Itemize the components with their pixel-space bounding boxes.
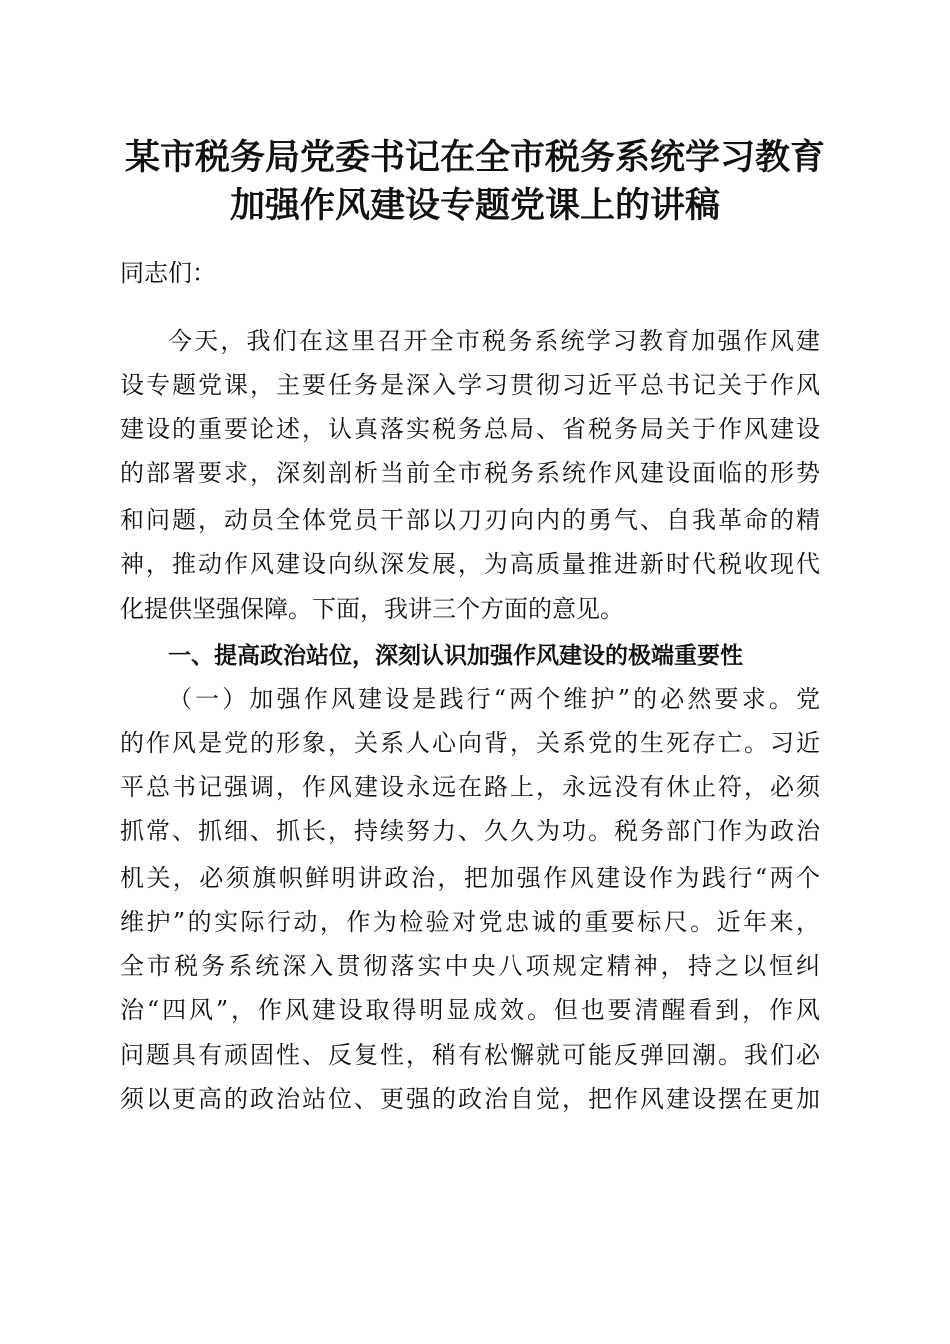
paragraph-2-line: 平总书记强调，作风建设永远在路上，永远没有休止符，必须 [120,773,820,801]
paragraph-1-line: 神，推动作风建设向纵深发展，为高质量推进新时代税收现代 [120,550,820,578]
document-title-line-2: 加强作风建设专题党课上的讲稿 [229,185,720,226]
paragraph-1-line: 的部署要求，深刻剖析当前全市税务系统作风建设面临的形势 [120,459,820,487]
paragraph-2-line: 维护”的实际行动，作为检验对党忠诚的重要标尺。近年来， [120,908,820,936]
paragraph-1-line: 化提供坚强保障。下面，我讲三个方面的意见。 [120,595,624,623]
paragraph-2-line: 机关，必须旗帜鲜明讲政治，把加强作风建设作为践行“两个 [120,864,820,892]
paragraph-1-line: 和问题，动员全体党员干部以刀刃向内的勇气、自我革命的精 [120,506,820,534]
paragraph-2-line: 全市税务系统深入贯彻落实中央八项规定精神，持之以恒纠 [120,952,820,980]
paragraph-2-line: 须以更高的政治站位、更强的政治自觉，把作风建设摆在更加 [120,1085,820,1113]
paragraph-2-line: 问题具有顽固性、反复性，稍有松懈就可能反弹回潮。我们必 [120,1041,820,1069]
paragraph-2-line: （一）加强作风建设是践行“两个维护”的必然要求。党 [168,685,820,713]
document-title-line-1: 某市税务局党委书记在全市税务系统学习教育 [124,137,825,178]
paragraph-2-line: 抓常、抓细、抓长，持续努力、久久为功。税务部门作为政治 [120,817,820,845]
paragraph-1-line: 设专题党课，主要任务是深入学习贯彻习近平总书记关于作风 [120,371,820,399]
greeting: 同志们： [120,259,216,287]
paragraph-2-line: 的作风是党的形象，关系人心向背，关系党的生死存亡。习近 [120,729,820,757]
paragraph-2-line: 治“四风”，作风建设取得明显成效。但也要清醒看到，作风 [120,996,820,1024]
section-heading-1: 一、提高政治站位，深刻认识加强作风建设的极端重要性 [168,643,743,669]
paragraph-1-line: 建设的重要论述，认真落实税务总局、省税务局关于作风建设 [120,415,820,443]
paragraph-1-line: 今天，我们在这里召开全市税务系统学习教育加强作风建 [168,327,820,355]
